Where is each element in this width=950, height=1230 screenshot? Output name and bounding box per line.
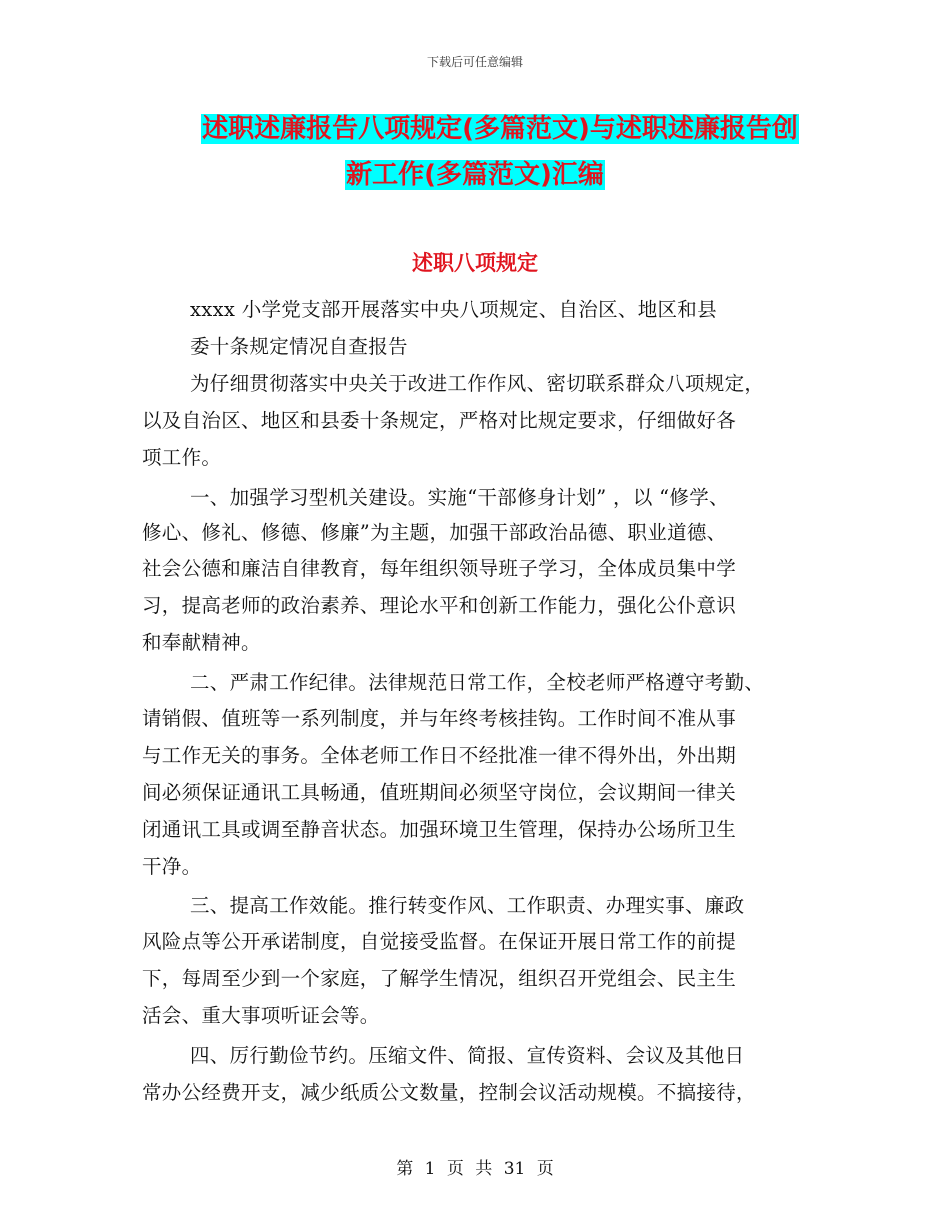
body-line: 委十条规定情况自查报告 bbox=[190, 335, 408, 358]
document-title-line-2: 新工作(多篇范文)汇编 bbox=[346, 160, 604, 190]
body-line: 下，每周至少到一个家庭，了解学生情况，组织召开党组会、民主生 bbox=[142, 967, 737, 990]
body-line: 干净。 bbox=[142, 855, 202, 878]
header-note: 下载后可任意编辑 bbox=[426, 55, 523, 69]
body-line: 三、提高工作效能。推行转变作风、工作职责、办理实事、廉政 bbox=[190, 894, 745, 917]
body-line: 项工作。 bbox=[142, 446, 222, 469]
body-line: 一、加强学习型机关建设。实施“干部修身计划” ，以 “修学、 bbox=[190, 486, 729, 509]
body-line: 和奉献精神。 bbox=[142, 631, 261, 654]
section-title: 述职八项规定 bbox=[412, 251, 538, 275]
body-line: 修心、修礼、修德、修廉”为主题，加强干部政治品德、职业道德、 bbox=[142, 521, 727, 544]
body-line: xxxx 小学党支部开展落实中央八项规定、自治区、地区和县 bbox=[190, 298, 717, 321]
page-footer: 第 1 页 共 31 页 bbox=[396, 1159, 554, 1179]
body-line: 二、严肃工作纪律。法律规范日常工作，全校老师严格遵守考勤、 bbox=[190, 671, 765, 694]
document-title-line-1: 述职述廉报告八项规定(多篇范文)与述职述廉报告创 bbox=[202, 114, 798, 144]
body-line: 活会、重大事项听证会等。 bbox=[142, 1004, 380, 1027]
body-line: 四、厉行勤俭节约。压缩文件、简报、宣传资料、会议及其他日 bbox=[190, 1044, 745, 1067]
body-line: 社会公德和廉洁自律教育，每年组织领导班子学习，全体成员集中学 bbox=[142, 557, 737, 580]
body-line: 为仔细贯彻落实中央关于改进工作作风、密切联系群众八项规定， bbox=[190, 372, 765, 395]
body-line: 习，提高老师的政治素养、理论水平和创新工作能力，强化公仆意识 bbox=[142, 594, 737, 617]
body-line: 请销假、值班等一系列制度，并与年终考核挂钩。工作时间不准从事 bbox=[142, 707, 737, 730]
body-line: 与工作无关的事务。全体老师工作日不经批准一律不得外出，外出期 bbox=[142, 744, 737, 767]
body-line: 间必须保证通讯工具畅通，值班期间必须坚守岗位，会议期间一律关 bbox=[142, 781, 737, 804]
body-line: 闭通讯工具或调至静音状态。加强环境卫生管理，保持办公场所卫生 bbox=[142, 818, 737, 841]
body-line: 风险点等公开承诺制度，自觉接受监督。在保证开展日常工作的前提 bbox=[142, 930, 737, 953]
body-line: 常办公经费开支，减少纸质公文数量，控制会议活动规模。不搞接待， bbox=[142, 1081, 756, 1104]
body-line: 以及自治区、地区和县委十条规定，严格对比规定要求，仔细做好各 bbox=[142, 409, 737, 432]
